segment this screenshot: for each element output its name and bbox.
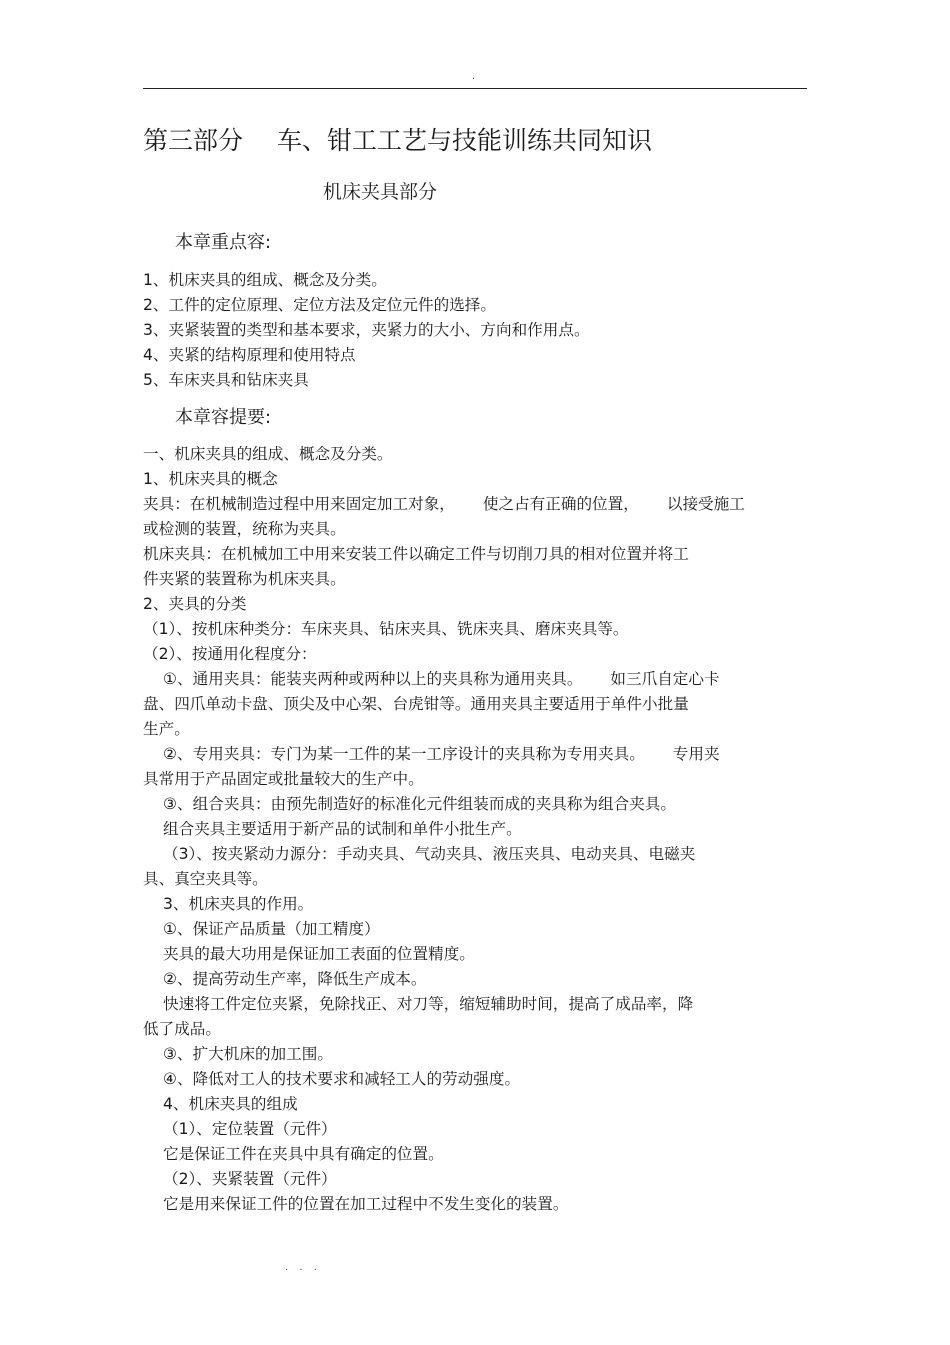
summary-line: 它是用来保证工件的位置在加工过程中不发生变化的装置。 bbox=[163, 1195, 569, 1213]
summary-line-part: 专用夹 bbox=[672, 745, 720, 763]
summary-heading: 本章容提要: bbox=[175, 407, 272, 428]
summary-line: 生产。 bbox=[143, 720, 190, 738]
summary-line: 组合夹具主要适用于新产品的试制和单件小批生产。 bbox=[163, 820, 522, 838]
key-point-item: 1、机床夹具的组成、概念及分类。 bbox=[143, 271, 387, 289]
summary-line: （2）、夹紧装置（元件） bbox=[163, 1170, 337, 1188]
section-subtitle: 机床夹具部分 bbox=[323, 181, 438, 203]
summary-line: 夹具的最大功用是保证加工表面的位置精度。 bbox=[163, 945, 475, 963]
key-point-item: 5、车床夹具和钻床夹具 bbox=[143, 371, 309, 389]
key-point-item: 4、夹紧的结构原理和使用特点 bbox=[143, 346, 356, 364]
summary-line: 机床夹具：在机械加工中用来安装工件以确定工件与切削刀具的相对位置并将工 bbox=[143, 545, 689, 563]
summary-line-part: 夹具：在机械制造过程中用来固定加工对象， bbox=[143, 495, 455, 513]
summary-line-part: 以接受施工 bbox=[666, 495, 745, 513]
summary-line-part: 如三爪自定心卡 bbox=[610, 670, 720, 688]
summary-line: 具、真空夹具等。 bbox=[143, 870, 268, 888]
summary-line: 件夹紧的装置称为机床夹具。 bbox=[143, 570, 346, 588]
summary-line: 盘、四爪单动卡盘、顶尖及中心架、台虎钳等。通用夹具主要适用于单件小批量 bbox=[143, 695, 689, 713]
summary-line-part: 使之占有正确的位置， bbox=[482, 495, 639, 513]
title-name: 车、钳工工艺与技能训练共同知识 bbox=[277, 126, 653, 155]
summary-line bbox=[163, 744, 720, 764]
summary-line: ④、降低对工人的技术要求和减轻工人的劳动强度。 bbox=[163, 1070, 521, 1088]
key-point-item: 3、夹紧装置的类型和基本要求，夹紧力的大小、方向和作用点。 bbox=[143, 321, 590, 339]
summary-line: （2）、按通用化程度分： bbox=[143, 645, 317, 663]
summary-line-part: ①、通用夹具：能装夹两种或两种以上的夹具称为通用夹具。 bbox=[163, 670, 583, 688]
summary-line bbox=[143, 494, 745, 514]
summary-line: （1）、定位装置（元件） bbox=[163, 1120, 337, 1138]
summary-line: 一、机床夹具的组成、概念及分类。 bbox=[143, 445, 393, 463]
summary-line: 或检测的装置，统称为夹具。 bbox=[143, 520, 346, 538]
summary-line: 低了成品。 bbox=[143, 1020, 221, 1038]
summary-line: ①、保证产品质量（加工精度） bbox=[163, 920, 380, 938]
footer-dots: . . . bbox=[285, 1262, 321, 1273]
page-title bbox=[143, 126, 652, 156]
key-points-heading: 本章重点容: bbox=[175, 232, 272, 253]
summary-line: 快速将工件定位夹紧，免除找正、对刀等，缩短辅助时间，提高了成品率，降 bbox=[163, 995, 694, 1013]
summary-line: 4、机床夹具的组成 bbox=[163, 1095, 298, 1113]
summary-line: ③、扩大机床的加工围。 bbox=[163, 1045, 333, 1063]
summary-line: （1）、按机床种类分：车床夹具、钻床夹具、铣床夹具、磨床夹具等。 bbox=[143, 620, 629, 638]
summary-line: ③、组合夹具：由预先制造好的标准化元件组装而成的夹具称为组合夹具。 bbox=[163, 795, 676, 813]
title-part: 第三部分 bbox=[143, 126, 244, 155]
summary-line: （3）、按夹紧动力源分：手动夹具、气动夹具、液压夹具、电动夹具、电磁夹 bbox=[163, 845, 696, 863]
summary-line: 具常用于产品固定或批量较大的生产中。 bbox=[143, 770, 424, 788]
summary-line: 1、机床夹具的概念 bbox=[143, 470, 278, 488]
summary-line-part: ②、专用夹具：专门为某一工件的某一工序设计的夹具称为专用夹具。 bbox=[163, 745, 645, 763]
header-rule bbox=[143, 88, 807, 89]
summary-line: 它是保证工件在夹具中具有确定的位置。 bbox=[163, 1145, 444, 1163]
header-dot: . bbox=[472, 71, 476, 82]
summary-line bbox=[163, 669, 720, 689]
summary-line: 3、机床夹具的作用。 bbox=[163, 895, 314, 913]
summary-line: 2、夹具的分类 bbox=[143, 595, 247, 613]
summary-line: ②、提高劳动生产率，降低生产成本。 bbox=[163, 970, 427, 988]
key-point-item: 2、工件的定位原理、定位方法及定位元件的选择。 bbox=[143, 296, 496, 314]
